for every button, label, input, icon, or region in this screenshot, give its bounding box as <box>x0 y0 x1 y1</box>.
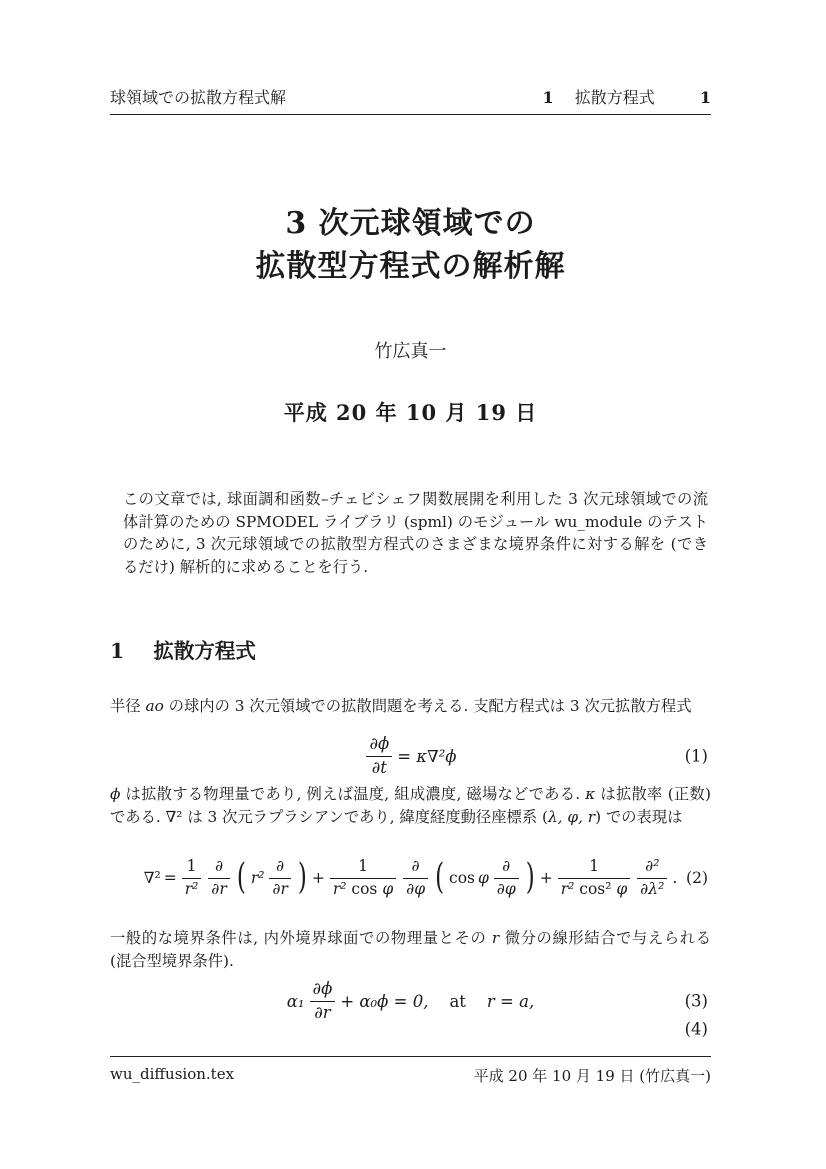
equation-3-mid: + α₀ϕ = 0, <box>340 991 429 1011</box>
paragraph-2-text: は拡散する物理量であり, 例えば温度, 組成濃度, 磁場などである. <box>120 785 586 803</box>
math-coordinates: λ, φ, r <box>547 807 596 826</box>
header-right-group <box>543 85 711 108</box>
math-varphi: φ <box>616 880 628 898</box>
equation-3-tag: (3) <box>684 991 708 1011</box>
math-varphi: φ <box>382 880 394 898</box>
fraction <box>182 857 202 899</box>
math-var-r: r <box>491 929 500 947</box>
fraction-numerator: 1 <box>558 857 631 879</box>
paragraph-1-text: 半径 <box>110 697 146 715</box>
left-paren: ( <box>435 857 445 898</box>
paragraph-2-text: は拡散率 (正数) である. <box>110 785 711 826</box>
fraction-numerator: ∂ϕ <box>310 979 336 1002</box>
equation-4 <box>110 1016 711 1042</box>
fraction-denominator: ∂φ <box>406 880 426 898</box>
fraction-denominator: ∂r <box>272 880 288 898</box>
math-nabla-squared: ∇² <box>143 869 161 887</box>
paragraph-1 <box>110 695 711 718</box>
fraction <box>208 857 229 899</box>
fraction-numerator: ∂ <box>208 857 229 879</box>
left-paren: ( <box>236 857 246 898</box>
fraction-denominator: ∂r <box>314 1003 331 1022</box>
header-page-number: 1 <box>699 88 711 107</box>
math-r-squared: r² <box>250 869 265 887</box>
math-alpha-1: α₁ <box>286 991 305 1011</box>
fraction-denominator: ∂r <box>211 880 227 898</box>
footer-filename: wu_diffusion.tex <box>110 1065 235 1083</box>
title-line-1: 3 次元球領域での <box>285 206 536 241</box>
equation-2 <box>110 849 711 907</box>
fraction-denominator: ∂λ² <box>640 880 665 898</box>
plus-sign: + <box>311 869 325 887</box>
fraction <box>269 857 290 899</box>
page-header <box>110 85 711 115</box>
period: . <box>672 869 678 887</box>
equation-1-rhs: = κ∇²ϕ <box>397 746 457 766</box>
cos-operator: cos <box>449 869 476 887</box>
fraction <box>637 857 667 899</box>
plus-sign: + <box>539 869 553 887</box>
fraction-denominator <box>558 879 631 899</box>
equals-sign: = <box>163 869 177 887</box>
fraction-numerator: ∂ <box>494 857 519 879</box>
section-number: 1 <box>110 639 125 663</box>
right-paren: ) <box>525 857 535 898</box>
footer-date: 平成 20 年 10 月 19 日 (竹広真一) <box>473 1067 711 1085</box>
paragraph-3-text: 微分の線形結合で与えられる (混合型境界条件). <box>110 929 711 970</box>
paragraph-1-text: の球内の 3 次元領域での拡散問題を考える. 支配方程式は 3 次元拡散方程式 <box>163 697 692 715</box>
document-title <box>110 202 711 288</box>
paragraph-2-text: ) での表現は <box>595 807 683 826</box>
publish-date: 平成 20 年 10 月 19 日 <box>283 400 538 425</box>
cos-squared-operator: cos² <box>579 880 612 898</box>
fraction-numerator: 1 <box>330 857 396 879</box>
paragraph-2-text: は 3 次元ラプラシアンであり, 緯度経度動径座標系 ( <box>182 807 548 826</box>
fraction-denominator: ∂t <box>371 758 387 777</box>
cos-operator: cos <box>351 880 378 898</box>
equation-1 <box>110 733 711 779</box>
fraction-numerator: ∂ <box>269 857 290 879</box>
paragraph-3 <box>110 927 711 972</box>
title-line-2: 拡散型方程式の解析解 <box>255 249 566 284</box>
fraction-numerator: ∂ <box>403 857 428 879</box>
equation-4-tag: (4) <box>684 1019 708 1039</box>
fraction-denominator: ∂φ <box>496 880 516 898</box>
fraction <box>330 857 396 899</box>
math-var-phi: ϕ <box>110 785 121 803</box>
paragraph-2 <box>110 783 711 828</box>
equation-2-body <box>144 857 678 899</box>
section-title: 拡散方程式 <box>153 639 256 663</box>
paragraph-3-text: 一般的な境界条件は, 内外境界球面での物理量とその <box>110 929 492 947</box>
equation-1-tag: (1) <box>684 746 708 766</box>
section-1-heading <box>110 634 256 664</box>
fraction <box>558 857 631 899</box>
math-nabla-squared: ∇² <box>165 807 183 826</box>
fraction-denominator <box>330 879 396 899</box>
math-r-squared: r² <box>332 880 347 898</box>
header-section-title: 拡散方程式 <box>574 88 655 107</box>
math-var-ao: ao <box>145 697 164 715</box>
fraction <box>403 857 428 899</box>
fraction-numerator: ∂² <box>637 857 667 879</box>
header-running-title: 球領域での拡散方程式解 <box>110 88 287 107</box>
fraction-denominator: r² <box>184 880 199 898</box>
fraction <box>494 857 519 899</box>
math-var-kappa: κ <box>585 785 596 803</box>
author-name: 竹広真一 <box>374 341 447 362</box>
equation-1-body <box>364 734 456 778</box>
header-section-number: 1 <box>542 88 554 107</box>
math-r-squared: r² <box>560 880 575 898</box>
equation-2-tag: (2) <box>686 869 708 887</box>
fraction <box>366 734 392 778</box>
equation-3-condition: r = a, <box>486 991 535 1011</box>
math-varphi: φ <box>478 869 489 887</box>
fraction-numerator: 1 <box>182 857 202 879</box>
page-footer <box>110 1056 711 1086</box>
at-text: at <box>449 991 466 1011</box>
abstract-text: この文章では, 球面調和函数–チェビシェフ関数展開を利用した 3 次元球領域での流体計算のための SPMODEL ライブラリ (spml) のモジュール wu_module のテストのために, 3 次元球領域での拡散型方程式のさまざまな境界条件に対する解を (できるだけ) 解析的に求めることを行う. <box>123 490 708 577</box>
right-paren: ) <box>297 857 307 898</box>
fraction-numerator: ∂ϕ <box>366 734 392 757</box>
